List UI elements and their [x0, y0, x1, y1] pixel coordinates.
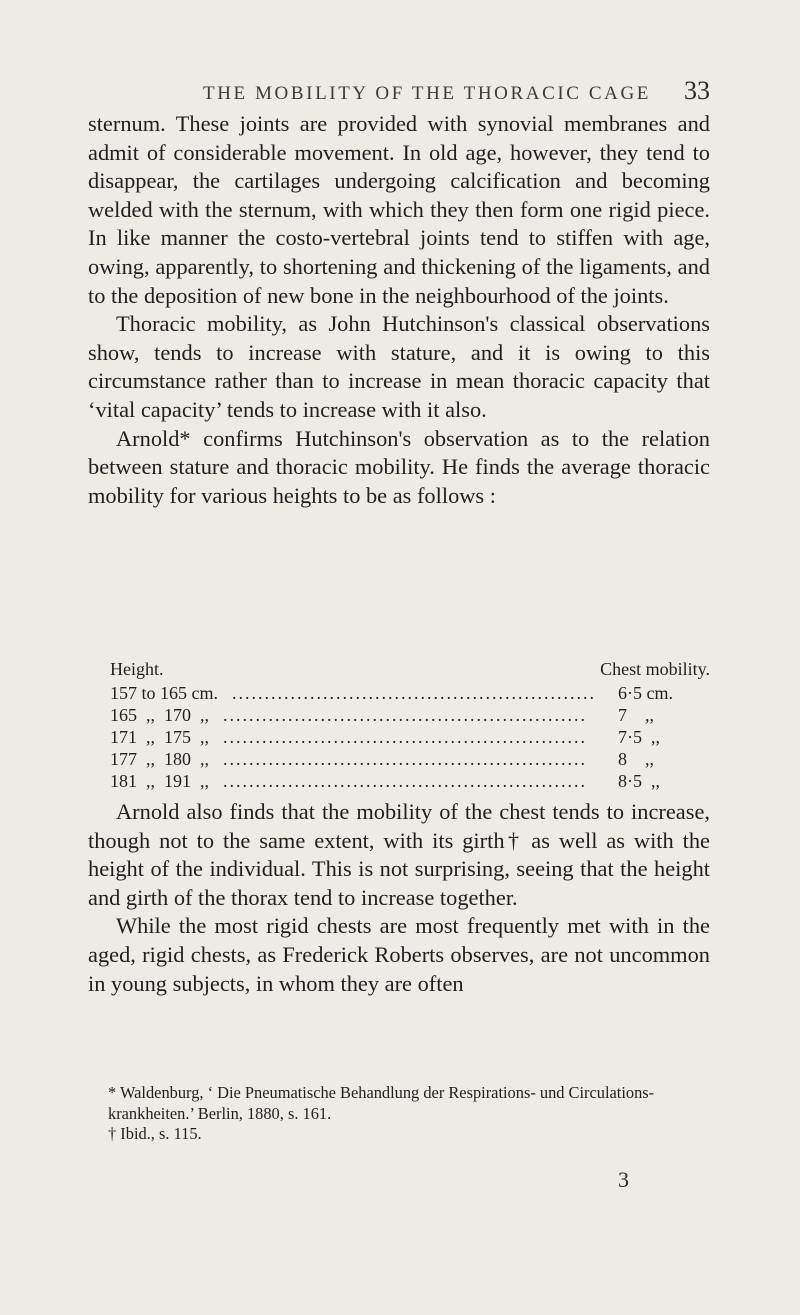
- leader-dots: ........................................................: [223, 749, 587, 769]
- table-header: [110, 658, 710, 680]
- leader-dots: ........................................................: [223, 727, 587, 747]
- paragraph: Arnold also finds that the mobility of the chest tends to increase, though not to the same extent, with its girth† as well as with the height of the individual. This is not surprising, seeing that the height and girth of the thorax tend to increase together.: [88, 799, 710, 910]
- height-cell: 181 ,, 191 ,,: [110, 771, 209, 791]
- height-cell: 165 ,, 170 ,,: [110, 705, 209, 725]
- column-header-mobility: Chest mobility.: [600, 659, 710, 679]
- table-row: [110, 682, 710, 704]
- footnote: † Ibid., s. 115.: [108, 1124, 202, 1143]
- footnote: * Waldenburg, ‘ Die Pneumatische Behandlung der Respirations- und Circulations-krankheiten.’ Berlin, 1880, s. 161.: [108, 1083, 655, 1123]
- page-number: 33: [684, 76, 710, 105]
- paragraph: Thoracic mobility, as John Hutchinson's classical observations show, tends to increase with stature, and it is owing to this circumstance rather than to increase in mean thoracic capacity that ‘vital capacity’ tends to increase with it also.: [88, 311, 710, 422]
- mobility-cell: 6·5 cm.: [618, 683, 673, 703]
- column-header-height: Height.: [110, 659, 164, 679]
- signature-mark: 3: [618, 1167, 629, 1192]
- mobility-cell: 8 ,,: [618, 749, 654, 769]
- leader-dots: ........................................................: [223, 771, 587, 791]
- page-header: [130, 76, 710, 106]
- leader-dots: ........................................................: [232, 683, 596, 703]
- body-text-top: [88, 110, 710, 510]
- height-mobility-table: [110, 658, 710, 792]
- paragraph: While the most rigid chests are most frequently met with in the aged, rigid chests, as Frederick Roberts observes, are not uncommon in young subjects, in whom they are often: [88, 913, 710, 996]
- leader-dots: ........................................................: [223, 705, 587, 725]
- height-cell: 171 ,, 175 ,,: [110, 727, 209, 747]
- mobility-cell: 8·5 ,,: [618, 771, 660, 791]
- paragraph: Arnold* confirms Hutchinson's observation as to the relation between stature and thoracic mobility. He finds the average thoracic mobility for various heights to be as follows :: [88, 425, 710, 508]
- body-text-bottom: [88, 798, 710, 998]
- table-row: [110, 770, 710, 792]
- table-row: [110, 704, 710, 726]
- mobility-cell: 7 ,,: [618, 705, 654, 725]
- height-cell: 177 ,, 180 ,,: [110, 749, 209, 769]
- table-row: [110, 748, 710, 770]
- paragraph: sternum. These joints are provided with synovial membranes and admit of considerable movement. In old age, however, they tend to disappear, the cartilages undergoing calcification and becoming welded with the sternum, with which they then form one rigid piece. In like manner the costo-vertebral joints tend to stiffen with age, owing, apparently, to shortening and thickening of the ligaments, and to the deposition of new bone in the neighbourhood of the joints.: [88, 111, 710, 308]
- height-cell: 157 to 165 cm.: [110, 683, 218, 703]
- footnotes: [88, 1083, 710, 1145]
- running-head: THE MOBILITY OF THE THORACIC CAGE: [202, 83, 652, 104]
- table-row: [110, 726, 710, 748]
- mobility-cell: 7·5 ,,: [618, 727, 660, 747]
